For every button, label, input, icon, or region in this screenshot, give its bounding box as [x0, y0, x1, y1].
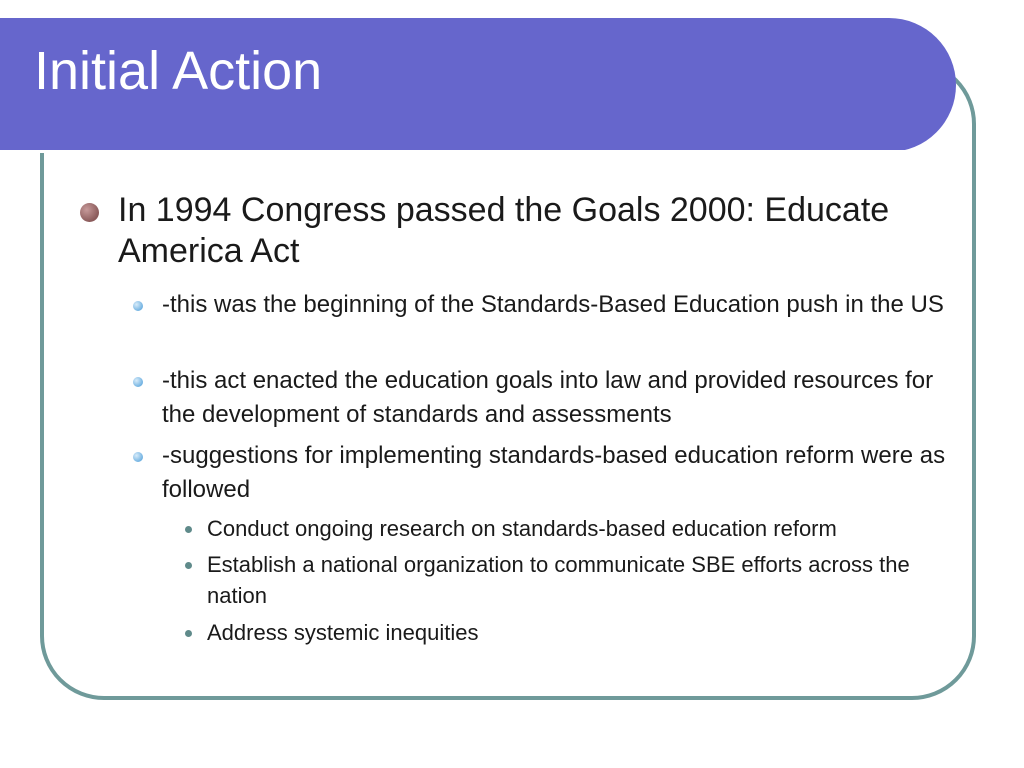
level3-bullet-icon [185, 526, 192, 533]
sub-bullet-enacted: -this act enacted the education goals into law and provided resources for the development of standards and assessments [162, 367, 934, 428]
sub-sub-bullet-research: Conduct ongoing research on standards-based education reform [207, 516, 837, 541]
bullet-goals-2000: In 1994 Congress passed the Goals 2000: Educate America Act [118, 191, 890, 270]
sub-bullet-beginning: -this was the beginning of the Standards-Based Education push in the US [162, 291, 944, 318]
level1-bullet-icon [80, 203, 99, 222]
level3-bullet-icon [185, 562, 192, 569]
sub-bullet-suggestions: -suggestions for implementing standards-based education reform were as followed [162, 442, 946, 503]
sub-sub-bullet-inequities: Address systemic inequities [207, 620, 479, 645]
level2-bullet-icon [133, 452, 143, 462]
level2-bullet-icon [133, 377, 143, 387]
slide-title: Initial Action [34, 41, 323, 101]
sub-sub-bullet-organization: Establish a national organization to communicate SBE efforts across the nation [207, 552, 910, 608]
level2-bullet-icon [133, 301, 143, 311]
level3-bullet-icon [185, 630, 192, 637]
